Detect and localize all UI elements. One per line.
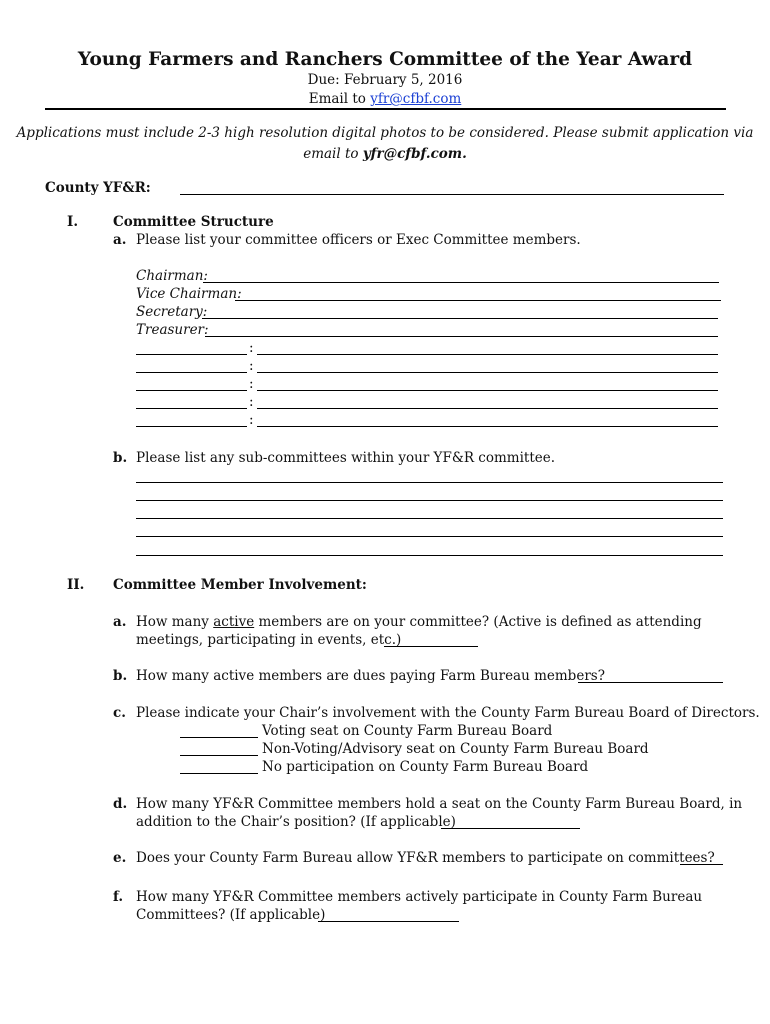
email-prefix: Email to [308,91,371,107]
county-label: County YF&R: [45,180,151,196]
committee-participation-field[interactable] [680,864,723,865]
subcommittee-field[interactable] [136,482,723,483]
email-link[interactable]: yfr@cfbf.com [370,91,462,107]
item-2a-text-line2: meetings, participating in events, etc.) [136,632,402,648]
blank-officer-title-field[interactable] [136,426,247,427]
item-2a-marker: a. [113,614,127,630]
item-2f-text: How many YF&R Committee members actively participate in County Farm Bureau [136,889,703,905]
no-participation-checkline[interactable] [180,773,258,774]
dues-paying-members-field[interactable] [578,682,723,683]
officer-chairman-label: Chairman: [136,268,208,284]
subcommittee-field[interactable] [136,536,723,537]
item-2e-text: Does your County Farm Bureau allow YF&R members to participate on committees? [136,850,715,866]
officer-chairman-field[interactable] [203,282,719,283]
blank-officer-colon: : [249,394,254,410]
blank-officer-colon: : [249,376,254,392]
option-nonvoting-seat: Non-Voting/Advisory seat on County Farm Bureau Board [262,741,649,757]
item-2d-text-line2: addition to the Chair’s position? (If applicable) [136,814,456,830]
blank-officer-title-field[interactable] [136,354,247,355]
item-2d-marker: d. [113,796,128,812]
section-2-numeral: II. [67,577,85,593]
county-field[interactable] [180,194,724,195]
item-1b-text: Please list any sub-committees within your YF&R committee. [136,450,556,466]
email-line [0,91,770,107]
item-2f-marker: f. [113,889,124,905]
board-seat-members-field[interactable] [441,828,580,829]
title-text: Young Farmers and Ranchers Committee of the Year Award [77,49,693,70]
section-1-numeral: I. [67,214,79,230]
subcommittee-field[interactable] [136,555,723,556]
blank-officer-colon: : [249,358,254,374]
subcommittee-field[interactable] [136,518,723,519]
option-no-participation: No participation on County Farm Bureau Board [262,759,589,775]
blank-officer-title-field[interactable] [136,372,247,373]
section-1-title: Committee Structure [113,214,274,230]
blank-officer-title-field[interactable] [136,390,247,391]
officer-secretary-label: Secretary: [136,304,208,320]
item-1b-marker: b. [113,450,128,466]
item-2c-text: Please indicate your Chair’s involvement with the County Farm Bureau Board of Directors. [136,705,760,721]
intro-line-1: Applications must include 2-3 high resolution digital photos to be considered. Please submit application via [16,125,754,141]
item-2a-text: How many active members are on your committee? (Active is defined as attending [136,614,702,630]
intro-email-prefix: email to [303,146,363,162]
subcommittee-field[interactable] [136,500,723,501]
item-2f-text-line2: Committees? (If applicable) [136,907,326,923]
section-2-title: Committee Member Involvement: [113,577,367,593]
officer-treasurer-field[interactable] [205,336,718,337]
intro-line-2 [0,146,770,162]
header-divider [45,108,726,110]
blank-officer-colon: : [249,412,254,428]
due-date: Due: February 5, 2016 [307,72,463,88]
item-2d-text: How many YF&R Committee members hold a seat on the County Farm Bureau Board, in [136,796,743,812]
page-title [0,49,770,70]
option-voting-seat: Voting seat on County Farm Bureau Board [262,723,553,739]
blank-officer-name-field[interactable] [257,390,718,391]
officer-treasurer-label: Treasurer: [136,322,209,338]
item-2e-marker: e. [113,850,127,866]
blank-officer-name-field[interactable] [257,408,718,409]
active-members-field[interactable] [384,646,478,647]
voting-seat-checkline[interactable] [180,737,258,738]
blank-officer-name-field[interactable] [257,372,718,373]
active-committee-members-field[interactable] [318,921,459,922]
officer-vice-chairman-label: Vice Chairman: [136,286,242,302]
nonvoting-seat-checkline[interactable] [180,755,258,756]
item-2c-marker: c. [113,705,126,721]
blank-officer-title-field[interactable] [136,408,247,409]
item-1a-marker: a. [113,232,127,248]
blank-officer-name-field[interactable] [257,354,718,355]
intro-email: yfr@cfbf.com. [362,146,467,162]
blank-officer-name-field[interactable] [257,426,718,427]
item-1a-text: Please list your committee officers or Exec Committee members. [136,232,581,248]
officer-secretary-field[interactable] [202,318,718,319]
item-2b-marker: b. [113,668,128,684]
officer-vice-chairman-field[interactable] [235,300,721,301]
item-2b-text: How many active members are dues paying Farm Bureau members? [136,668,605,684]
blank-officer-colon: : [249,340,254,356]
